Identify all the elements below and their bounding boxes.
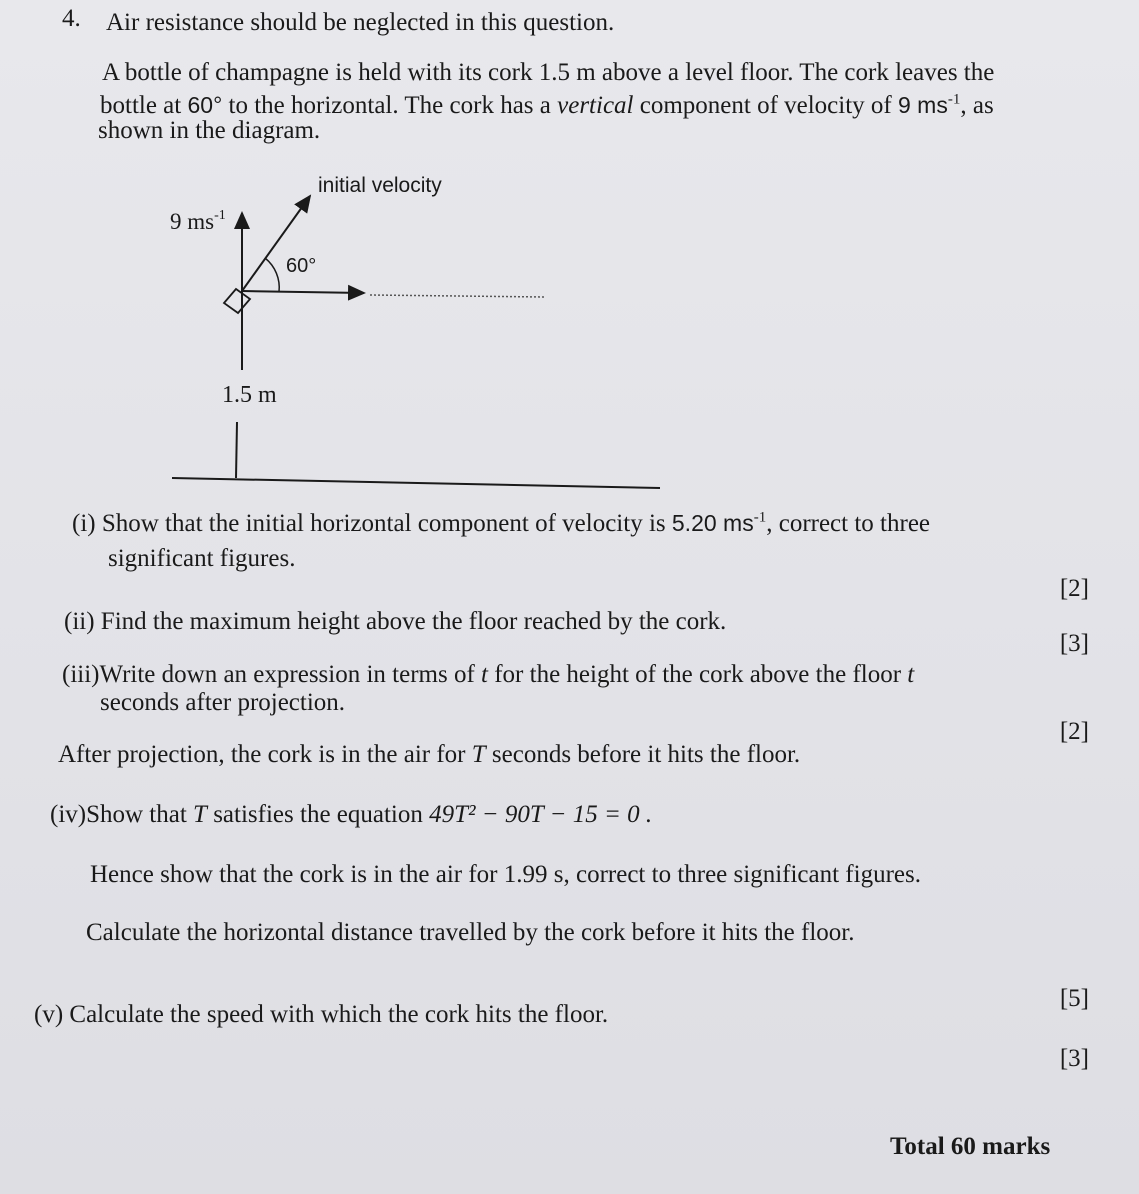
label-vertical-speed-sup: -1 [214, 208, 226, 223]
text-fragment: , correct to three [766, 510, 931, 537]
text-fragment: component of velocity of [633, 92, 898, 119]
floor-line [172, 478, 660, 488]
text-fragment: satisfies the equation [206, 801, 430, 828]
part-i-marks: [2] [1059, 575, 1089, 602]
question-paragraph-line1: A bottle of champagne is held with its cork 1.5 m above a level floor. The cork leaves the [102, 59, 995, 86]
question-intro: Air resistance should be neglected in this question. [106, 9, 615, 36]
label-vertical-speed [170, 208, 226, 234]
text-fragment: , as [960, 92, 994, 119]
part-i-line1 [72, 508, 930, 539]
label-height: 1.5 m [222, 382, 277, 408]
text-fragment: seconds before it hits the floor. [485, 741, 801, 768]
total-marks: Total 60 marks [890, 1133, 1051, 1160]
height-line [236, 422, 237, 478]
text-fragment: for the height of the cork above the floor [487, 661, 908, 688]
question-paragraph-line3: shown in the diagram. [98, 117, 321, 144]
part-ii-line1: (ii) Find the maximum height above the floor reached by the cork. [64, 608, 727, 635]
text-fragment: to the horizontal. The cork has a [222, 92, 558, 119]
text-fragment-italic: vertical [557, 92, 634, 119]
dotted-reference-line [370, 295, 545, 297]
part-ii-marks: [3] [1059, 630, 1089, 657]
part-iv-line2: Hence show that the cork is in the air for 1.99 s, correct to three significant figures. [90, 861, 921, 888]
text-fragment: bottle at [100, 92, 188, 119]
text-fragment: 60° [187, 92, 223, 118]
part-iv-line1 [50, 800, 652, 830]
after-projection-line [58, 740, 800, 770]
text-fragment-italic: t [907, 661, 915, 688]
part-iii-line2: seconds after projection. [100, 689, 346, 716]
text-fragment: 9 ms [898, 92, 948, 118]
part-v-line1: (v) Calculate the speed with which the cork hits the floor. [34, 1001, 609, 1028]
text-fragment-italic: T [471, 741, 486, 768]
part-v-marks: [3] [1059, 1045, 1089, 1072]
label-angle: 60° [286, 255, 317, 277]
equation: 49T² − 90T − 15 = 0 . [429, 801, 653, 828]
superscript: -1 [947, 91, 961, 108]
text-fragment: (iii)Write down an expression in terms of [62, 661, 482, 688]
text-fragment-italic: T [193, 801, 207, 828]
superscript: -1 [753, 509, 767, 526]
part-iv-line3: Calculate the horizontal distance travelled by the cork before it hits the floor. [86, 919, 855, 946]
cork-icon [224, 289, 250, 313]
horizontal-velocity-arrow [242, 291, 364, 293]
text-fragment: After projection, the cork is in the air for [58, 741, 472, 768]
text-fragment: (iv)Show that [50, 801, 194, 828]
part-iii-marks: [2] [1059, 718, 1089, 745]
label-vertical-speed-text: 9 ms [170, 209, 215, 234]
text-fragment: (i) Show that the initial horizontal component of velocity is [72, 510, 672, 537]
question-number: 4. [62, 5, 81, 32]
angle-arc [265, 258, 279, 292]
text-fragment: 5.20 ms [671, 510, 754, 536]
part-iv-marks: [5] [1059, 985, 1089, 1012]
projectile-diagram [160, 165, 680, 505]
text-fragment-italic: t [481, 661, 488, 688]
part-iii-line1 [62, 660, 914, 690]
part-i-line2: significant figures. [108, 545, 296, 572]
label-initial-velocity: initial velocity [318, 174, 442, 197]
